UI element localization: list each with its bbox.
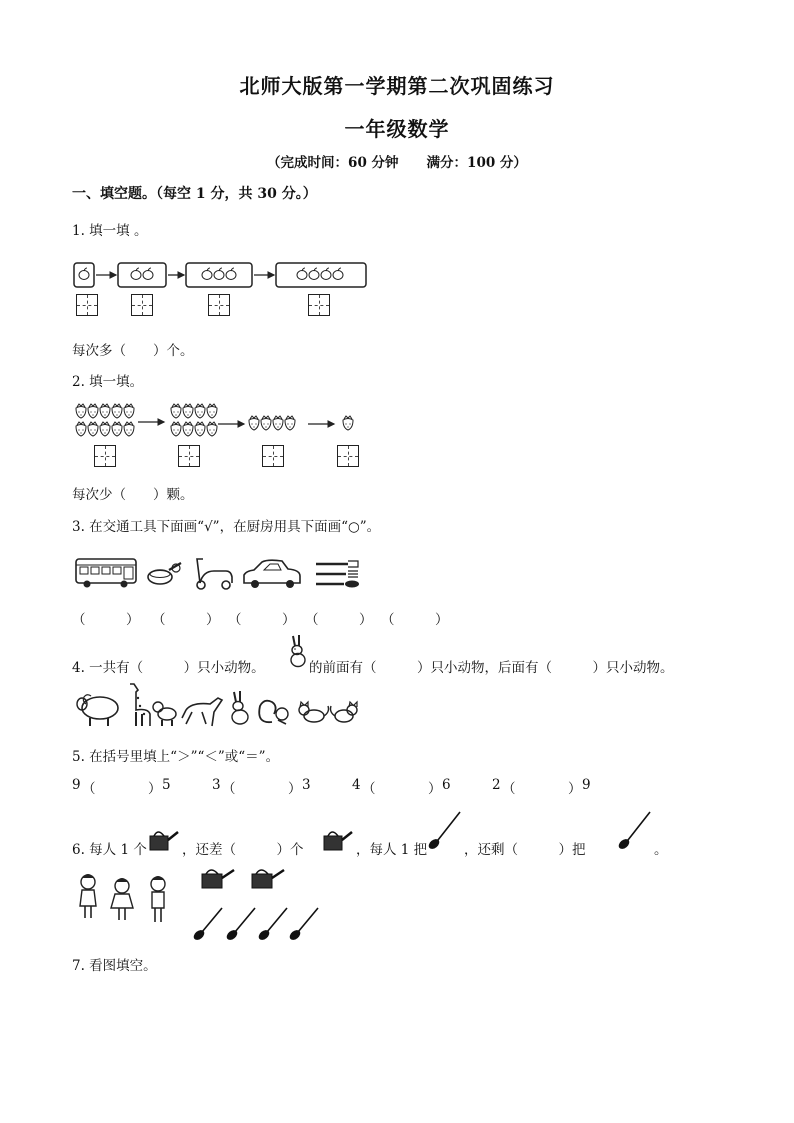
q6-text-5: 。 <box>654 842 668 858</box>
cutlery-icon <box>316 561 359 588</box>
q5-right-num: 3 <box>302 777 311 793</box>
strawberry-icon <box>171 404 181 418</box>
q4-text-a: 4. 一共有（ ）只小动物。 <box>72 660 265 676</box>
cat-icon <box>299 702 329 722</box>
strawberry-icon <box>171 422 181 436</box>
q5-right-num: 9 <box>582 777 591 793</box>
apple-icon <box>143 268 153 280</box>
strawberry-icon <box>249 416 259 430</box>
strawberry-icon <box>88 422 98 436</box>
strawberry-icon <box>112 404 122 418</box>
answer-grid[interactable] <box>178 445 200 467</box>
dog-icon <box>153 702 176 726</box>
apple-icon <box>214 268 224 280</box>
apple-icon <box>226 268 236 280</box>
rabbit-icon <box>232 691 248 724</box>
q5-bracket-close[interactable]: ） <box>288 781 302 797</box>
shovel-icon <box>225 908 255 942</box>
apple-box-2 <box>118 263 166 287</box>
child-icon <box>80 874 96 918</box>
strawberry-icon <box>100 422 110 436</box>
q5-right-num: 5 <box>162 777 171 793</box>
scooter-icon <box>197 559 232 589</box>
strawberry-icon <box>76 422 86 436</box>
q5-left-num: 3 <box>212 777 221 793</box>
q2-prompt: 2. 填一填。 <box>72 374 144 390</box>
pan-icon <box>148 563 181 584</box>
watering-can-icon <box>252 870 284 888</box>
strawberry-icon <box>183 422 193 436</box>
answer-grid[interactable] <box>262 445 284 467</box>
q3-items-figure <box>72 553 372 593</box>
q6-text-1: 6. 每人 1 个 <box>72 842 147 858</box>
q2-sequence-figure <box>72 400 372 444</box>
shovel-icon <box>192 908 222 942</box>
strawberry-icon <box>76 404 86 418</box>
strawberry-icon <box>112 422 122 436</box>
q3-prompt: 3. 在交通工具下面画“√”，在厨房用具下面画“○”。 <box>72 519 381 535</box>
answer-grid[interactable] <box>94 445 116 467</box>
q5-bracket-open[interactable]: （ <box>222 781 236 797</box>
strawberry-icon <box>100 404 110 418</box>
bus-icon <box>76 559 136 588</box>
answer-bracket[interactable]: （ ） <box>228 612 296 628</box>
q3-items-row <box>72 553 372 593</box>
q5-bracket-open[interactable]: （ <box>362 781 376 797</box>
q1-apple-sequence <box>72 258 372 318</box>
q2-answer-line: 每次少（ ）颗。 <box>72 487 194 503</box>
q5-bracket-open[interactable]: （ <box>502 781 516 797</box>
exam-info <box>0 151 794 171</box>
q5-bracket-open[interactable]: （ <box>82 781 96 797</box>
answer-grid[interactable] <box>337 445 359 467</box>
strawberry-icon <box>195 404 205 418</box>
squirrel-icon <box>259 701 288 724</box>
shovel-icon <box>614 808 654 854</box>
q6-text-3: ，每人 1 把 <box>356 842 428 858</box>
apple-icon <box>309 268 319 280</box>
q5-comparisons <box>72 777 632 797</box>
child-icon <box>151 876 165 922</box>
answer-bracket[interactable]: （ ） <box>152 612 220 628</box>
q5-left-num: 4 <box>352 777 361 793</box>
q5-bracket-close[interactable]: ） <box>148 781 162 797</box>
strawberry-icon <box>124 422 134 436</box>
strawberry-icon <box>88 404 98 418</box>
child-icon <box>111 878 133 920</box>
car-icon <box>244 560 300 588</box>
strawberry-icon <box>195 422 205 436</box>
shovel-icon <box>288 908 318 942</box>
rabbit-icon <box>287 634 309 668</box>
q4-animals-row <box>74 680 364 730</box>
q4-text-b: 的前面有（ ）只小动物，后面有（ ）只小动物。 <box>309 660 674 676</box>
answer-bracket[interactable]: （ ） <box>72 612 140 628</box>
time-info: （完成时间：60 分钟 <box>267 155 399 171</box>
shovel-icon <box>424 808 464 854</box>
answer-bracket[interactable]: （ ） <box>381 612 449 628</box>
apple-icon <box>297 268 307 280</box>
watering-can-icon <box>146 826 182 854</box>
answer-grid[interactable] <box>131 294 153 316</box>
shovel-icon <box>257 908 287 942</box>
q3-answer-brackets <box>72 608 452 628</box>
apple-icon <box>79 268 89 280</box>
apple-icon <box>333 268 343 280</box>
answer-grid[interactable] <box>208 294 230 316</box>
cat-icon <box>331 702 358 722</box>
q6-text-4: ，还剩（ ）把 <box>464 842 586 858</box>
q5-left-num: 9 <box>72 777 81 793</box>
apple-icon <box>131 268 141 280</box>
q5-prompt: 5. 在括号里填上“＞”“＜”或“＝”。 <box>72 749 280 765</box>
apple-box-3 <box>186 263 252 287</box>
section-heading: 一、填空题。（每空 1 分，共 30 分。） <box>72 186 317 202</box>
q6-text-2: ，还差（ ）个 <box>182 842 304 858</box>
strawberry-icon <box>124 404 134 418</box>
q5-left-num: 2 <box>492 777 501 793</box>
watering-can-icon <box>320 826 356 854</box>
strawberry-icon <box>285 416 295 430</box>
q4-animals-figure <box>74 680 364 730</box>
giraffe-icon <box>130 684 150 726</box>
q2-strawberry-sequence <box>72 400 372 470</box>
horse-icon <box>182 698 222 726</box>
answer-grid[interactable] <box>308 294 330 316</box>
strawberry-icon <box>207 422 217 436</box>
q5-right-num: 6 <box>442 777 451 793</box>
apple-icon <box>202 268 212 280</box>
strawberry-icon <box>343 416 353 430</box>
strawberry-icon <box>183 404 193 418</box>
page-subtitle: 一年级数学 <box>344 117 450 141</box>
q1-prompt: 1. 填一填 。 <box>72 223 148 239</box>
q6-figure <box>72 866 332 946</box>
q5-bracket-close[interactable]: ） <box>568 781 582 797</box>
q7-prompt: 7. 看图填空。 <box>72 958 157 974</box>
strawberry-icon <box>261 416 271 430</box>
q6-line <box>72 808 692 858</box>
q5-bracket-close[interactable]: ） <box>428 781 442 797</box>
score-info: 满分：100 分） <box>426 155 527 171</box>
q1-answer-line: 每次多（ ）个。 <box>72 343 194 359</box>
page-title: 北师大版第一学期第二次巩固练习 <box>239 74 555 98</box>
q6-people-and-tools <box>72 866 332 946</box>
rabbit-inline-figure <box>287 634 309 668</box>
apple-icon <box>321 268 331 280</box>
answer-bracket[interactable]: （ ） <box>305 612 373 628</box>
answer-grid[interactable] <box>76 294 98 316</box>
sheep-icon <box>77 695 118 726</box>
watering-can-icon <box>202 870 234 888</box>
apple-box-1 <box>74 263 94 287</box>
strawberry-icon <box>273 416 283 430</box>
strawberry-icon <box>207 404 217 418</box>
